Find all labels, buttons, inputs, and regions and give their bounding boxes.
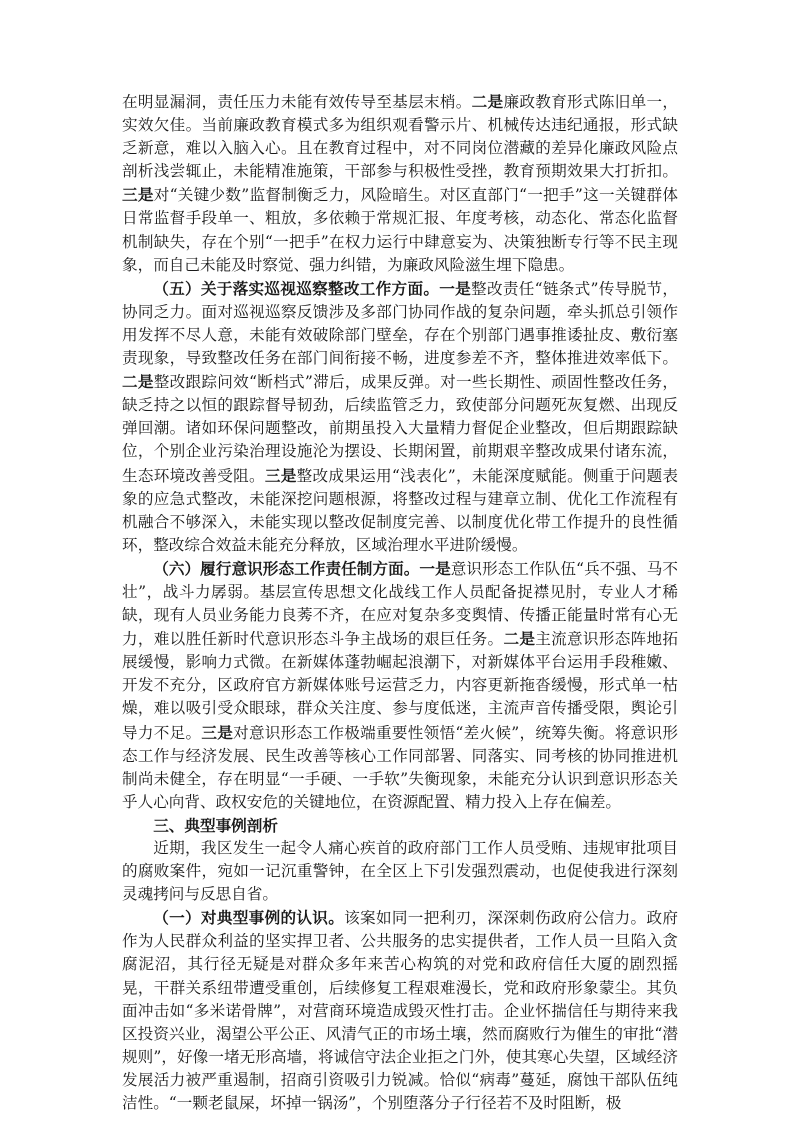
bold-text-run: 一是 [439, 278, 472, 298]
bold-text-run: （六）履行意识形态工作责任制方面。 [153, 558, 420, 578]
section-heading [122, 814, 678, 837]
text-run: 对“关键少数”监督制衡乏力，风险暗生。对区直部门“一把手”这一关键群体日常监督手段单一、粗放，多依赖于常规汇报、年度考核，动态化、常态化监督机制缺失，存在个别“一把手”在权力运行中肆意妄为、决策独断专行等不民主现象，而自己未能及时察觉、强力纠错，为廉政风险滋生埋下隐患。 [122, 186, 678, 274]
bold-text-run: 三是 [264, 465, 297, 485]
paragraph-case-understanding [122, 906, 678, 1115]
text-run: 整改跟踪问效“断档式”滞后，成果反弹。对一些长期性、顽固性整改任务，缺乏持之以恒的跟踪督导韧劲，后续监管乏力，致使部分问题死灰复燃、出现反弹回潮。诸如环保问题整改，前期虽投入大量精力督促企业整改，但后期跟踪缺位，个别企业污染治理设施沦为摆设、长期闲置，前期艰辛整改成果付诸东流，生态环境改善受阻。 [122, 373, 678, 485]
text-run: 意识形态工作队伍“兵不强、马不壮”，战斗力孱弱。基层宣传思想文化战线工作人员配备捉襟见肘，专业人才稀缺，现有人员业务能力良莠不齐，在应对复杂多变舆情、传播正能量时常有心无力，难以胜任新时代意识形态斗争主战场的艰巨任务。 [122, 559, 678, 649]
text-run: 近期，我区发生一起令人痛心疾首的政府部门工作人员受贿、违规审批项目的腐败案件，宛如一记沉重警钟，在全区上下引发强烈震动，也促使我进行深刻灵魂拷问与反思自省。 [122, 839, 678, 904]
text-run: 廉政教育形式陈旧单一，实效欠佳。当前廉政教育模式多为组织观看警示片、机械传达违纪通报，形式缺乏新意，难以入脑入心。且在教育过程中，对不同岗位潜藏的差异化廉政风险点剖析浅尝辄止，未能精准施策，干部参与积极性受挫，教育预期效果大打折扣。 [122, 93, 678, 181]
bold-text-run: 二是 [122, 372, 154, 392]
text-run: 主流意识形态阵地拓展缓慢，影响力式微。在新媒体蓬勃崛起浪潮下，对新媒体平台运用手段稚嫩、开发不充分，区政府官方新媒体账号运营乏力，内容更新拖沓缓慢，形式单一枯燥，难以吸引受众眼球，群众关注度、参与度低迷，主流声音传播受限，舆论引导力不足。 [122, 630, 678, 742]
paragraph-case-intro [122, 837, 678, 906]
document-page [122, 90, 678, 1115]
bold-text-run: 三是 [122, 185, 154, 205]
bold-text-run: （五）关于落实巡视巡察整改工作方面。 [153, 278, 440, 298]
text-run: 在明显漏洞，责任压力未能有效传导至基层末梢。 [122, 93, 472, 111]
bold-text-run: （一）对典型事例的认识。 [153, 908, 345, 928]
bold-text-run: 二是 [471, 92, 504, 111]
bold-text-run: 三是 [201, 722, 234, 742]
bold-text-run: 三、典型事例剖析 [153, 815, 278, 835]
paragraph-section-six [122, 557, 678, 814]
text-run: 该案如同一把利刃，深深刺伤政府公信力。政府作为人民群众利益的坚实捍卫者、公共服务的忠实提供者，工作人员一旦陷入贪腐泥沼，其行径无疑是对群众多年来苦心构筑的对党和政府信任大厦的剧烈摇晃，干群关系纽带遭受重创，后续修复工程艰难漫长，党和政府形象蒙尘。其负面冲击如“多米诺骨牌”，对营商环境造成毁灭性打击。企业怀揣信任与期待来我区投资兴业，渴望公平公正、风清气正的市场土壤，然而腐败行为催生的审批“潜规则”，好像一堵无形高墙，将诚信守法企业拒之门外，使其寒心失望，区域经济发展活力被严重遏制，招商引资吸引力锐减。恰似“病毒”蔓延，腐蚀干部队伍纯洁性。“一颗老鼠屎，坏掉一锅汤”，个别堕落分子行径若不及时阻断，极 [122, 909, 678, 1113]
text-run: 整改责任“链条式”传导脱节，协同乏力。面对巡视巡察反馈涉及多部门协同作战的复杂问题，牵头抓总引领作用发挥不尽人意，未能有效破除部门壁垒，存在个别部门遇事推诿扯皮、敷衍塞责现象，导致整改任务在部门间衔接不畅，进度参差不齐，整体推进效率低下。 [122, 279, 678, 368]
bold-text-run: 一是 [419, 558, 451, 578]
text-run: 整改成果运用“浅表化”，未能深度赋能。侧重于问题表象的应急式整改，未能深挖问题根源，将整改过程与建章立制、优化工作流程有机融合不够深入，未能实现以整改促制度完善、以制度优化带工作提升的良性循环，整改综合效益未能充分释放，区域治理水平进阶缓慢。 [122, 466, 678, 554]
paragraph-continuation [122, 90, 678, 277]
text-run: 对意识形态工作极端重要性领悟“差火候”，统筹失衡。将意识形态工作与经济发展、民生改善等核心工作同部署、同落实、同考核的协同推进机制尚未健全，存在明显“一手硬、一手软”失衡现象，未能充分认识到意识形态关乎人心向背、政权安危的关键地位，在资源配置、精力投入上存在偏差。 [122, 723, 678, 811]
paragraph-section-five [122, 277, 678, 557]
bold-text-run: 二是 [503, 629, 536, 649]
